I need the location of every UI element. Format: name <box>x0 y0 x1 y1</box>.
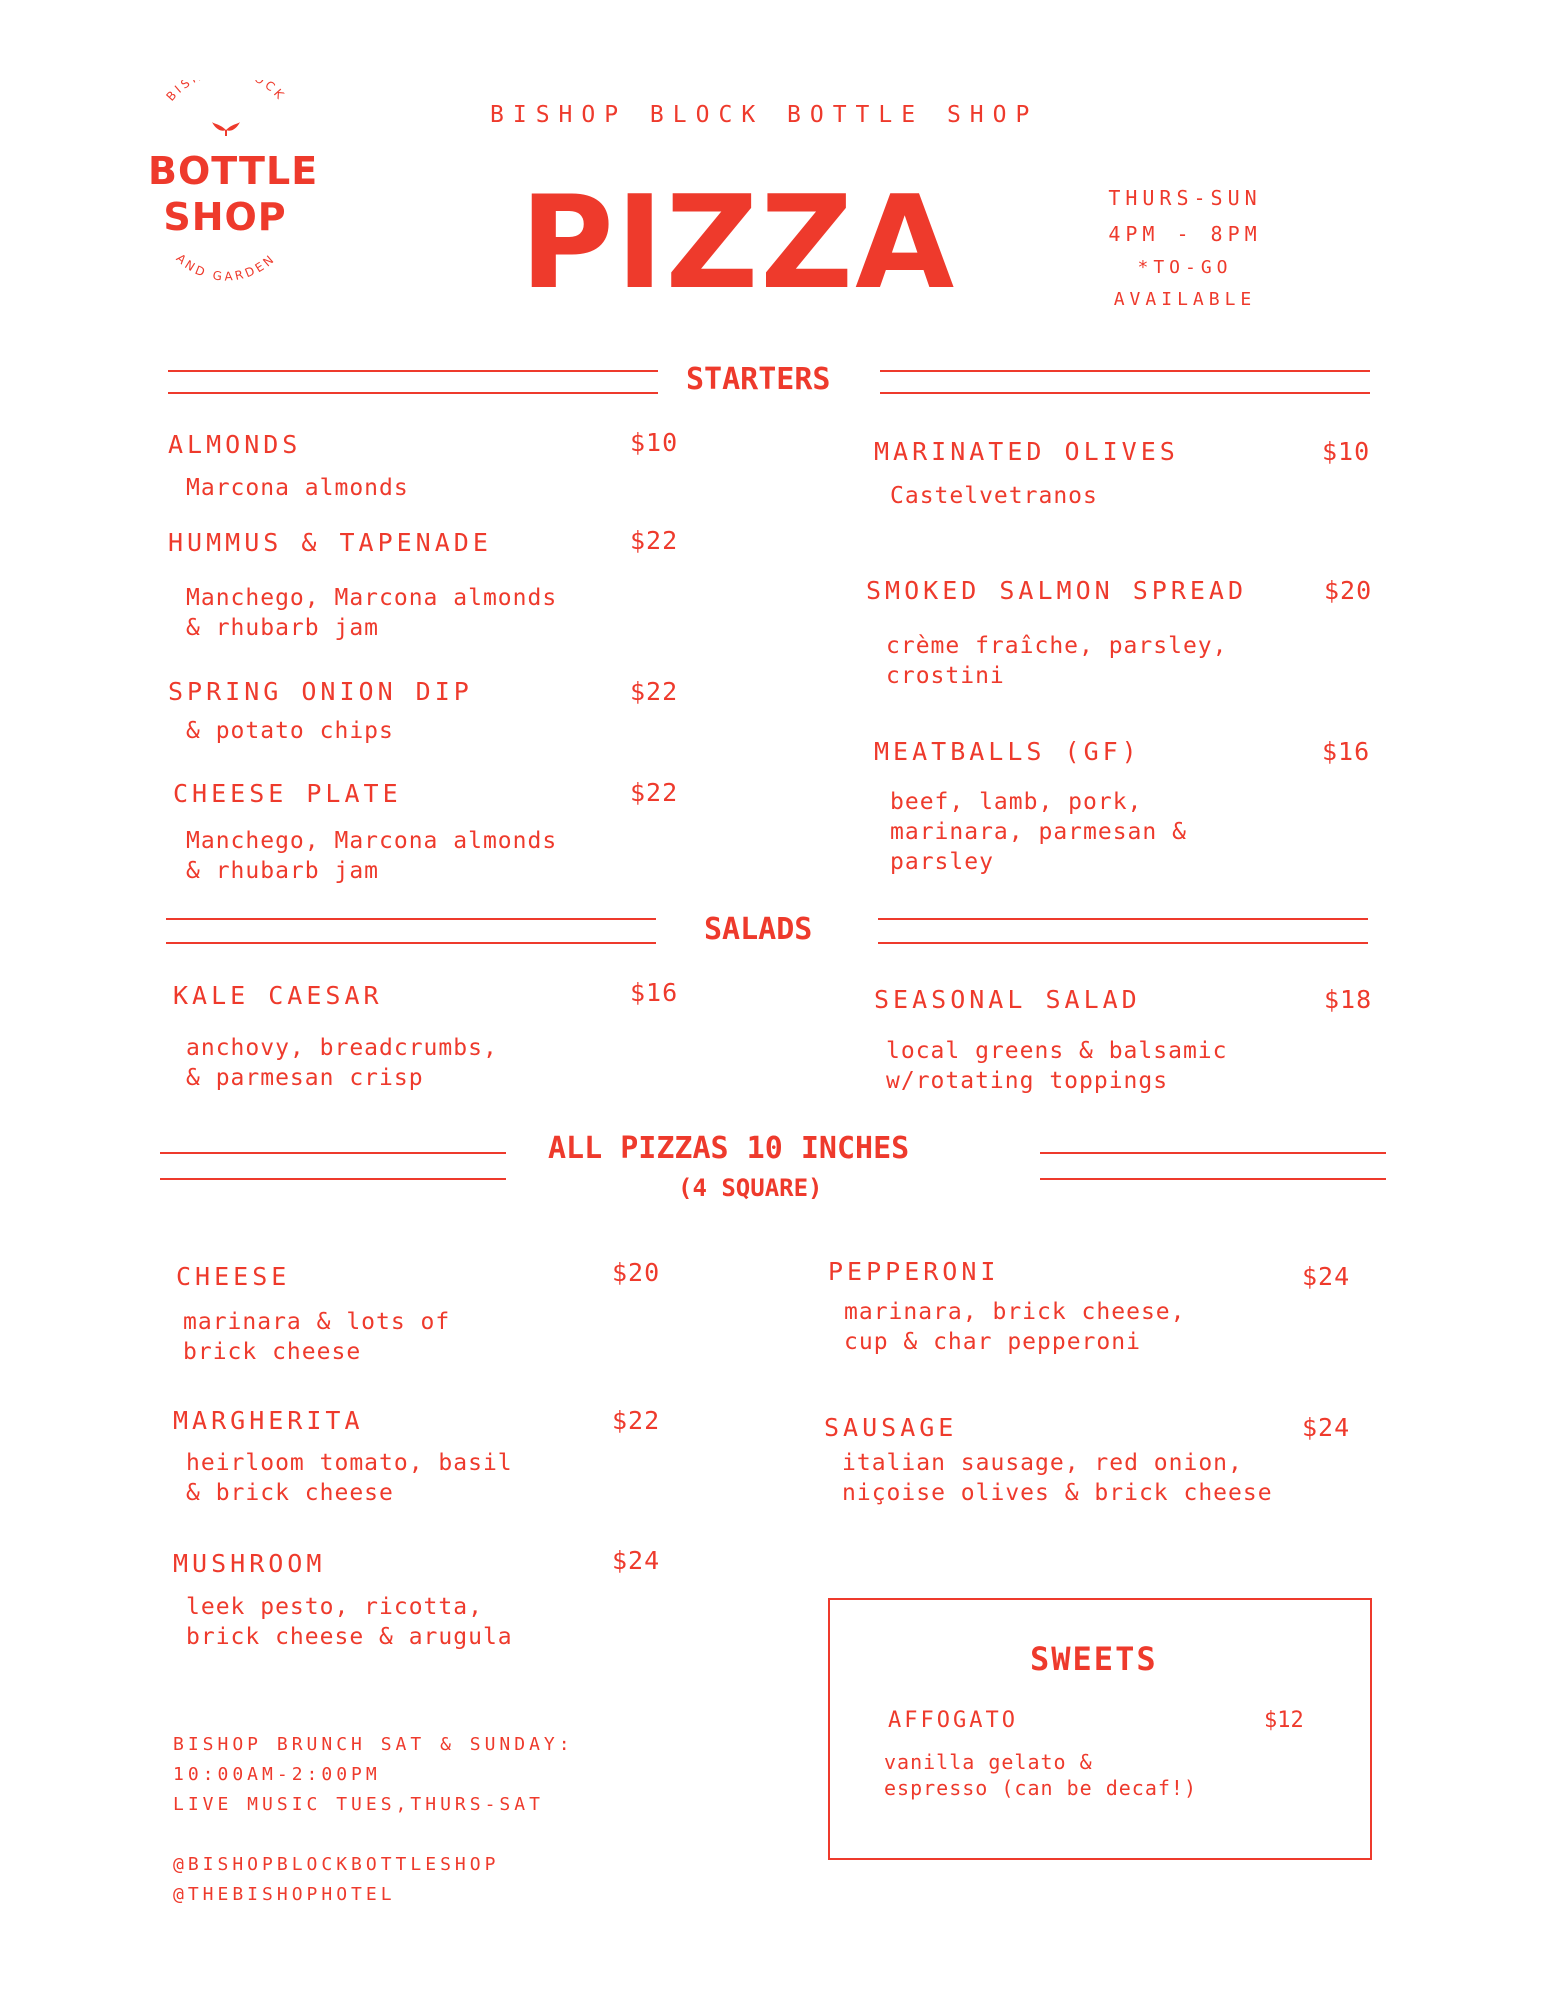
item-desc-line: vanilla gelato & <box>884 1750 1093 1774</box>
item-desc-line: crème fraîche, parsley, <box>886 633 1228 659</box>
footer-brunch: BISHOP BRUNCH SAT & SUNDAY: <box>173 1734 574 1755</box>
item-name: CHEESE <box>176 1262 291 1291</box>
item-desc-line: & potato chips <box>186 718 394 744</box>
item-price: $22 <box>630 778 679 807</box>
divider-line <box>166 918 656 920</box>
item-desc <box>886 631 1228 691</box>
item-price: $16 <box>1322 737 1371 766</box>
item-desc <box>186 583 557 643</box>
footer-info <box>173 1730 574 1910</box>
item-desc-line: cup & char pepperoni <box>844 1329 1141 1355</box>
section-title-pizzas: ALL PIZZAS 10 INCHES <box>548 1131 910 1166</box>
item-price: $22 <box>630 526 679 555</box>
item-desc-line: marinara, brick cheese, <box>844 1299 1186 1325</box>
footer-brunch-hours: 10:00AM-2:00PM <box>173 1764 381 1785</box>
item-desc <box>842 1448 1273 1508</box>
item-price: $16 <box>630 978 679 1007</box>
svg-text:AND GARDEN <box>174 251 279 284</box>
hours-block <box>1070 180 1300 316</box>
hours-togo: *TO-GO <box>1137 257 1233 278</box>
hours-time: 4PM - 8PM <box>1108 222 1262 246</box>
item-desc-line: niçoise olives & brick cheese <box>842 1480 1273 1506</box>
item-price: $22 <box>630 677 679 706</box>
logo-arc-top: BIS CK <box>163 80 289 104</box>
item-desc <box>186 826 557 886</box>
item-desc-line: & rhubarb jam <box>186 615 380 641</box>
item-name: KALE CAESAR <box>173 981 383 1010</box>
item-desc <box>186 1592 513 1652</box>
page-title: PIZZA <box>520 169 957 318</box>
divider-line <box>1040 1152 1386 1154</box>
item-name: MARGHERITA <box>173 1406 364 1435</box>
item-name: SPRING ONION DIP <box>168 677 473 706</box>
item-desc <box>186 473 409 503</box>
item-desc-line: marinara, parmesan & <box>890 819 1187 845</box>
item-name: MARINATED OLIVES <box>874 437 1179 466</box>
item-name: SAUSAGE <box>824 1413 958 1442</box>
item-desc-line: beef, lamb, pork, <box>890 789 1143 815</box>
item-desc <box>886 1036 1228 1096</box>
item-price: $20 <box>612 1258 661 1287</box>
item-price: $18 <box>1324 985 1373 1014</box>
item-desc-line: anchovy, breadcrumbs, <box>186 1035 498 1061</box>
item-desc-line: Castelvetranos <box>890 483 1098 509</box>
item-desc-line: & rhubarb jam <box>186 858 380 884</box>
item-name: CHEESE PLATE <box>173 779 402 808</box>
brand-name: BISHOP BLOCK BOTTLE SHOP <box>490 102 1039 128</box>
divider-line <box>160 1152 506 1154</box>
item-price: $24 <box>1302 1262 1351 1291</box>
item-desc <box>890 787 1187 877</box>
item-name: PEPPERONI <box>828 1257 1000 1286</box>
footer-handle-shop: @BISHOPBLOCKBOTTLESHOP <box>173 1854 500 1875</box>
logo-line-1: BOTTLE <box>148 149 319 193</box>
item-desc-line: italian sausage, red onion, <box>842 1450 1243 1476</box>
item-desc-line: brick cheese <box>183 1339 362 1365</box>
item-price: $10 <box>630 428 679 457</box>
item-desc-line: & parmesan crisp <box>186 1065 424 1091</box>
item-desc-line: leek pesto, ricotta, <box>186 1594 483 1620</box>
item-name: MEATBALLS (GF) <box>874 737 1141 766</box>
logo-wordmark <box>148 148 319 240</box>
divider-line <box>166 942 656 944</box>
item-price: $10 <box>1322 437 1371 466</box>
divider-line <box>880 392 1370 394</box>
divider-line <box>160 1178 506 1180</box>
hours-available: AVAILABLE <box>1113 289 1257 310</box>
item-name: ALMONDS <box>168 430 302 459</box>
item-name: AFFOGATO <box>888 1708 1018 1733</box>
item-name: SEASONAL SALAD <box>874 985 1141 1014</box>
item-desc <box>844 1297 1186 1357</box>
divider-line <box>1040 1178 1386 1180</box>
divider-line <box>880 370 1370 372</box>
item-name: SMOKED SALMON SPREAD <box>866 576 1248 605</box>
item-desc-line: w/rotating toppings <box>886 1068 1169 1094</box>
item-desc-line: parsley <box>890 849 994 875</box>
item-desc-line: marinara & lots of <box>183 1309 451 1335</box>
divider-line <box>168 392 658 394</box>
logo-arc-bottom: AND GARDEN <box>173 250 279 284</box>
divider-line <box>168 370 658 372</box>
leaf-icon <box>212 122 240 136</box>
item-price: $20 <box>1324 576 1373 605</box>
item-desc-line: & brick cheese <box>186 1480 394 1506</box>
divider-line <box>878 942 1368 944</box>
item-desc-line: brick cheese & arugula <box>186 1624 513 1650</box>
item-desc-line: local greens & balsamic <box>886 1038 1228 1064</box>
item-desc <box>183 1307 450 1367</box>
item-name: MUSHROOM <box>173 1549 326 1578</box>
item-desc <box>186 1448 513 1508</box>
footer-live-music: LIVE MUSIC TUES,THURS-SAT <box>173 1794 544 1815</box>
item-price: $24 <box>1302 1413 1351 1442</box>
item-desc-line: espresso (can be decaf!) <box>884 1776 1197 1800</box>
item-price: $12 <box>1264 1708 1304 1733</box>
footer-handle-hotel: @THEBISHOPHOTEL <box>173 1884 396 1905</box>
section-title-starters: STARTERS <box>686 362 831 397</box>
item-name: HUMMUS & TAPENADE <box>168 528 492 557</box>
item-desc <box>884 1749 1197 1801</box>
svg-text:BISHOP BLOCK <box>163 80 288 104</box>
section-subtitle-pizzas: (4 SQUARE) <box>678 1174 823 1202</box>
item-desc <box>186 1033 498 1093</box>
item-desc <box>186 716 394 746</box>
item-desc <box>890 481 1098 511</box>
section-title-sweets: SWEETS <box>1030 1640 1158 1678</box>
section-title-salads: SALADS <box>704 912 813 947</box>
item-price: $22 <box>612 1406 661 1435</box>
item-desc-line: heirloom tomato, basil <box>186 1450 513 1476</box>
item-desc-line: Manchego, Marcona almonds <box>186 585 558 611</box>
item-desc-line: crostini <box>886 663 1005 689</box>
item-price: $24 <box>612 1546 661 1575</box>
item-desc-line: Marcona almonds <box>186 475 409 501</box>
logo-line-2: SHOP <box>163 195 287 239</box>
divider-line <box>878 918 1368 920</box>
hours-days: THURS-SUN <box>1108 186 1262 210</box>
footer-spacer <box>173 1820 574 1850</box>
item-desc-line: Manchego, Marcona almonds <box>186 828 558 854</box>
